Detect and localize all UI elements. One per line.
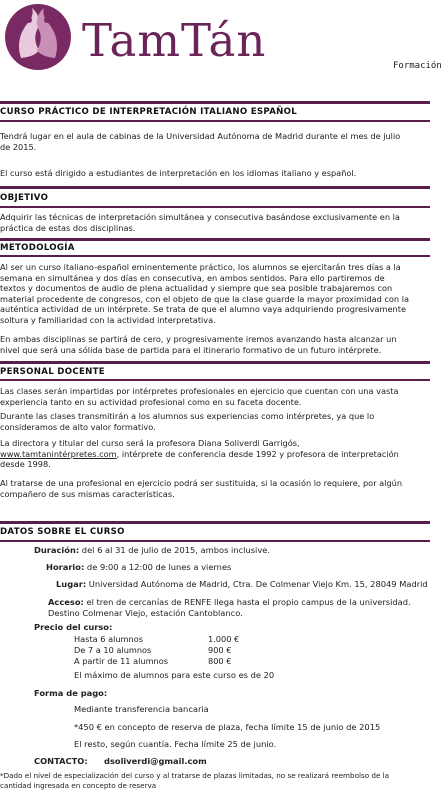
price-value: 900 € [208, 645, 232, 655]
price-label: De 7 a 10 alumnos [74, 645, 152, 655]
divider [0, 186, 430, 189]
divider [0, 101, 430, 104]
acceso-row: Acceso: el tren de cercanías de RENFE llega hasta el propio campus de la universidad. [48, 597, 411, 607]
pago-label: Forma de pago: [34, 688, 108, 698]
section-heading-metodologia: METODOLOGÍA [0, 243, 75, 253]
contacto-label: CONTACTO: [34, 756, 88, 766]
contacto-email[interactable]: dsoliverdi@gmail.com [104, 756, 207, 766]
divider [0, 120, 430, 122]
section-heading-datos: DATOS SOBRE EL CURSO [0, 527, 125, 537]
website-link[interactable]: www.tamtanintérpretes.com [0, 448, 117, 459]
personal-paragraph-4: Al tratarse de una profesional en ejercicio podrá ser sustituida, si la ocasión lo requiere, por algún compañero de sus mismas características. [0, 478, 403, 499]
personal-paragraph-1: Las clases serán impartidas por intérpretes profesionales en ejercicio que cuentan con una vasta experiencia tanto en su actividad profesional como en su faceta docente. [0, 386, 399, 407]
objetivo-text: Adquirir las técnicas de interpretación simultánea y consecutiva basándose exclusivamente en la práctica de estas dos disciplinas. [0, 212, 400, 233]
metodologia-paragraph-1: Al ser un curso italiano-español eminentemente práctico, los alumnos se ejercitarán tres días a la semana en simultánea y dos días en consecutiva, en ambos sentidos. Para ello partiremos de textos y documentos de audio de plena actualidad y siempre que sea posible trabajaremos con material procedente de congresos, con el objeto de que la clase guarde la mayor proximidad con la auténtica actividad de un intérprete. Se trata de que el alumno vaya adquiriendo progresivamente soltura y familiaridad con la actividad interpretativa. [0, 262, 409, 325]
divider [0, 521, 430, 524]
price-label: A partir de 11 alumnos [74, 656, 169, 666]
brand-logo-text: TamTán [82, 14, 267, 67]
price-value: 1.000 € [208, 634, 240, 644]
pago-method: Mediante transferencia bancaria [74, 704, 209, 714]
personal-paragraph-3: La directora y titular del curso será la profesora Diana Soliverdi Garrigós, www.tamtanintérpretes.com, intérprete de conferencia desde 1992 y profesora de interpretación desde 1998. [0, 438, 399, 469]
intro-audience: El curso está dirigido a estudiantes de interpretación en los idiomas italiano y español. [0, 168, 357, 178]
acceso-destino: Destino Colmenar Viejo, estación Cantoblanco. [48, 608, 243, 618]
divider [0, 540, 430, 542]
divider [0, 206, 430, 208]
max-alumnos: El máximo de alumnos para este curso es de 20 [74, 670, 275, 680]
metodologia-paragraph-2: En ambas disciplinas se partirá de cero, y progresivamente iremos avanzando hasta alcanzar un nivel que será una sólida base de partida para el itinerario formativo de un futuro intérprete. [0, 334, 397, 355]
price-label: Hasta 6 alumnos [74, 634, 144, 644]
section-heading-personal: PERSONAL DOCENTE [0, 367, 105, 377]
divider [0, 238, 430, 241]
divider [0, 361, 430, 364]
pago-reserva: *450 € en concepto de reserva de plaza, fecha límite 15 de junio de 2015 [74, 722, 381, 732]
divider [0, 255, 430, 257]
lugar-row: Lugar: Universidad Autónoma de Madrid, Ctra. De Colmenar Viejo Km. 15, 28049 Madrid [56, 579, 428, 589]
precio-label: Precio del curso: [34, 622, 113, 632]
horario-row: Horario: de 9:00 a 12:00 de lunes a viernes [46, 562, 232, 572]
footnote: *Dado el nivel de especialización del curso y al tratarse de plazas limitadas, no se realizará reembolso de la cantidad ingresada en concepto de reserva [0, 771, 390, 790]
section-heading-objetivo: OBJETIVO [0, 193, 49, 203]
logo-icon [3, 0, 73, 74]
brand-tagline: Formación [393, 61, 442, 71]
intro-paragraph: Tendrá lugar en el aula de cabinas de la Universidad Autónoma de Madrid durante el mes de julio de 2015. [0, 131, 401, 152]
price-value: 800 € [208, 656, 232, 666]
duracion-row: Duración: del 6 al 31 de julio de 2015, ambos inclusive. [34, 545, 270, 555]
divider [0, 379, 430, 381]
personal-paragraph-2: Durante las clases transmitirán a los alumnos sus experiencias como intérpretes, ya que lo consideramos de alto valor formativo. [0, 411, 375, 432]
course-title: CURSO PRÁCTICO DE INTERPRETACIÓN ITALIANO ESPAÑOL [0, 107, 298, 117]
pago-resto: El resto, según cuantía. Fecha límite 25 de junio. [74, 739, 277, 749]
